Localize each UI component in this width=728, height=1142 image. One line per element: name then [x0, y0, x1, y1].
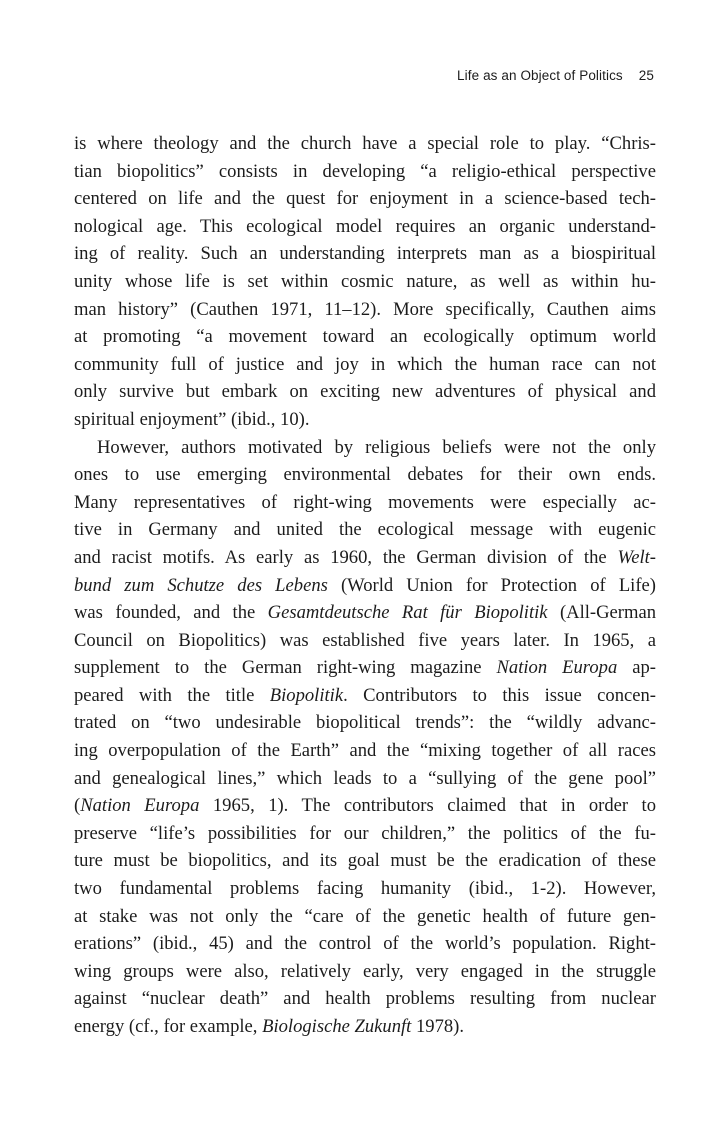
page-number: 25 [638, 68, 654, 83]
text-line: at promoting “a movement toward an ecologically optimum world [74, 326, 656, 348]
italic-term: Gesamtdeutsche Rat für Biopolitik [267, 602, 548, 624]
text-line: erations” (ibid., 45) and the control of the world’s population. Right- [74, 933, 656, 955]
text-line: Council on Biopolitics) was established five years later. In 1965, a [74, 629, 656, 651]
text-line: against “nuclear death” and health problems resulting from nuclear [74, 988, 656, 1010]
italic-term: Biologische Zukunft [262, 1016, 412, 1037]
text-line: only survive but embark on exciting new adventures of physical and [74, 381, 656, 403]
paragraph-start-line: However, authors motivated by religious beliefs were not the only [97, 436, 656, 458]
italic-term: bund zum Schutze des Lebens [74, 574, 328, 596]
text-line: spiritual enjoyment” (ibid., 10). [74, 408, 310, 430]
italic-term: Welt- [617, 546, 656, 568]
text-line: ing of reality. Such an understanding interprets man as a biospiritual [74, 243, 656, 265]
italic-term: Nation Europa [80, 795, 200, 817]
text-line: bund zum Schutze des Lebens (World Union for Protection of Life) [74, 574, 656, 596]
text-line: was founded, and the Gesamtdeutsche Rat für Biopolitik (All-German [74, 602, 656, 624]
text-line: ture must be biopolitics, and its goal must be the eradication of these [74, 850, 656, 872]
text-line: nological age. This ecological model requires an organic understand- [74, 215, 656, 237]
text-line: tian biopolitics” consists in developing “a religio-ethical perspective [74, 160, 656, 182]
running-head [457, 68, 654, 83]
text-line: and genealogical lines,” which leads to a “sullying of the gene pool” [74, 767, 656, 789]
italic-term: Biopolitik [269, 684, 344, 706]
text-line: man history” (Cauthen 1971, 11–12). More specifically, Cauthen aims [74, 298, 656, 320]
text-line: ing overpopulation of the Earth” and the “mixing together of all races [74, 740, 656, 762]
text-line: at stake was not only the “care of the genetic health of future gen- [74, 905, 656, 927]
text-line: unity whose life is set within cosmic nature, as well as within hu- [74, 270, 656, 292]
text-line: energy (cf., for example, Biologische Zukunft 1978). [74, 1016, 465, 1037]
text-line: ones to use emerging environmental debates for their own ends. [74, 464, 656, 486]
text-line: Many representatives of right-wing movements were especially ac- [74, 491, 656, 513]
text-line: preserve “life’s possibilities for our children,” the politics of the fu- [74, 822, 656, 844]
text-line: wing groups were also, relatively early, very engaged in the struggle [74, 960, 656, 982]
text-line: tive in Germany and united the ecological message with eugenic [74, 519, 656, 541]
text-line: centered on life and the quest for enjoyment in a science-based tech- [74, 188, 656, 210]
text-line: peared with the title Biopolitik. Contributors to this issue concen- [74, 684, 656, 706]
text-line: is where theology and the church have a special role to play. “Chris- [74, 133, 656, 154]
italic-term: Nation Europa [496, 657, 618, 679]
text-line: trated on “two undesirable biopolitical trends”: the “wildly advanc- [74, 712, 656, 734]
text-line: community full of justice and joy in which the human race can not [74, 353, 656, 375]
text-line: and racist motifs. As early as 1960, the German division of the Welt- [74, 546, 656, 568]
text-line: supplement to the German right-wing magazine Nation Europa ap- [74, 657, 656, 679]
text-line: two fundamental problems facing humanity (ibid., 1-2). However, [74, 878, 656, 900]
running-title: Life as an Object of Politics [457, 68, 623, 83]
text-line: (Nation Europa 1965, 1). The contributors claimed that in order to [74, 795, 656, 817]
body-text [74, 130, 656, 1041]
